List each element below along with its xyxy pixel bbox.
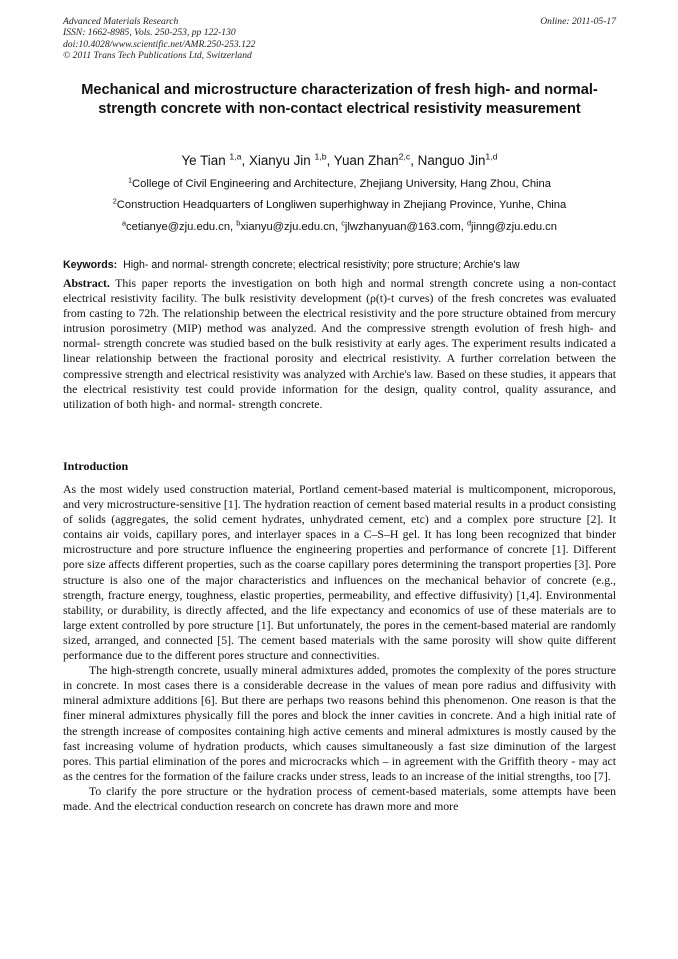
email-mark: b <box>236 218 241 228</box>
email-mark: a <box>121 218 127 228</box>
email-link[interactable]: jinng@zju.edu.cn <box>471 221 557 233</box>
paragraph: To clarify the pore structure or the hydration process of cement-based materials, some attempts have been made. And the electrical conduction research on concrete has drawn more and more <box>63 783 616 813</box>
journal-doi: doi:10.4028/www.scientific.net/AMR.250-253.122 <box>63 38 256 50</box>
affil-text: College of Civil Engineering and Architecture, Zhejiang University, Hang Zhou, China <box>132 178 551 190</box>
abstract-label: Abstract. <box>63 276 110 290</box>
abstract-text: This paper reports the investigation on both high and normal strength concrete using a non-contact electrical resistivity facility. The bulk resistivity development (ρ(t)-t curves) of the fresh concretes was evaluated from casting to 72h. The relationship between the electrical resistivity and the pore structure obtained from mercury intrusion porosimetry (MIP) method was analyzed. And the compressive strength evolution of fresh high- and normal- strength concrete was studied based on the bulk resistivity at early ages. The experiment results indicated a linear relationship between the fractional porosity and electrical resistivity. A further correlation between the compressive strength and electrical resistivity was analyzed with Archie's law. Based on these studies, it appears that the electrical resistivity test could provide information for the design, quality control, quality assurance, and utilization of both high- and normal- strength concrete. <box>63 276 616 411</box>
author-affil-mark: 2,c <box>398 151 411 162</box>
author-name: Nanguo Jin <box>417 153 486 168</box>
email-list <box>63 220 616 234</box>
affiliation-1 <box>63 177 616 191</box>
introduction-body <box>63 482 616 814</box>
author-list: Ye Tian $^{1,a}$, Xianyu Jin $^{1,b}$, Yuan Zhan$^{2,c}$, Nanguo Jin$^{1,d}$ <box>181 151 498 168</box>
journal-issn: ISSN: 1662-8985, Vols. 250-253, pp 122-130 <box>63 27 236 39</box>
keywords <box>63 258 616 272</box>
author-affil-mark: 1,b <box>314 151 327 162</box>
keywords-label: Keywords: <box>63 259 118 271</box>
author-name: Xianyu Jin <box>248 153 311 168</box>
affil-text: Construction Headquarters of Longliwen superhighway in Zhejiang Province, Yunhe, China <box>116 199 567 211</box>
section-heading-introduction: Introduction <box>63 459 129 473</box>
author-name: Yuan Zhan <box>333 153 399 168</box>
author-affil-mark: 1,a <box>229 151 242 162</box>
author-affil-mark: 1,d <box>485 151 498 162</box>
journal-name: Advanced Materials Research <box>63 16 179 27</box>
email-link[interactable]: jlwzhanyuan@163.com, <box>344 221 467 233</box>
journal-copyright: © 2011 Trans Tech Publications Ltd, Switzerland <box>63 50 252 62</box>
paper-title: Mechanical and microstructure characterization of fresh high- and normal- strength concrete with non-contact electrical resistivity measurement <box>81 82 598 117</box>
online-date: Online: 2011-05-17 <box>540 16 616 27</box>
paragraph: As the most widely used construction material, Portland cement-based material is multicomponent, microporous, and very microstructure-sensitive [1]. The hydration reaction of cement based material results in a product consisting of solids (aggregates, the solid cement hydrates, unhydrated cement, etc) and a complex pore structure [2]. It contains air voids, capillary pores, and interlayer spaces in a C–S–H gel. It has long been recognized that binder microstructure and pore structure influence the engineering properties and performance of concrete [1]. Different pore size affects different properties, such as the coarse capillary pores determining the transport properties [3]. Pore structure is also one of the major characteristics and influences on the mechanical behavior of concrete (e.g., strength, fracture energy, toughness, elastic properties, permeability, and effective diffusivity) [1,4]. Environmental stability, or durability, is directly affected, and the life expectancy and economics of use of these materials are to large extent controlled by pore structure [1]. But unfortunately, the pores in the cement-based material are randomly sized, arranged, and connected [5]. The cement based materials with the same porosity will show quite different performance due to the different pores structure and connectivities. <box>63 482 616 663</box>
abstract <box>63 276 616 412</box>
affiliation-2 <box>63 198 616 212</box>
author-name: Ye Tian <box>181 153 226 168</box>
email-link[interactable]: cetianye@zju.edu.cn, <box>126 221 237 233</box>
affil-mark: 1 <box>128 175 133 185</box>
email-mark: d <box>466 218 471 228</box>
email-mark: c <box>341 218 345 228</box>
keywords-text: High- and normal- strength concrete; electrical resistivity; pore structure; Archie's law <box>123 259 520 271</box>
affil-mark: 2 <box>112 196 117 206</box>
email-link[interactable]: xianyu@zju.edu.cn, <box>240 221 342 233</box>
journal-header <box>63 16 616 62</box>
paragraph: The high-strength concrete, usually mineral admixtures added, promotes the complexity of the pores structure in concrete. In most cases there is a considerable decrease in the values of mean pore radius and diffusivity with mineral admixture additions [6]. But there are perhaps two reasons behind this phenomenon. One reason is that the finer mineral admixtures physically fill the pores and block the inner cavities in concrete. And a high initial rate of the strength increase of composites containing high active cements and mineral admixtures is mostly caused by the fast increasing volume of hydration products, which causes simultaneously a fast size diminution of the largest pores. This partial elimination of the pores and microcracks which – in agreement with the Griffith theory - may act as the centres for the formation of the failure cracks under stress, leads to an increase of the initial strengths, too [7]. <box>63 663 616 783</box>
